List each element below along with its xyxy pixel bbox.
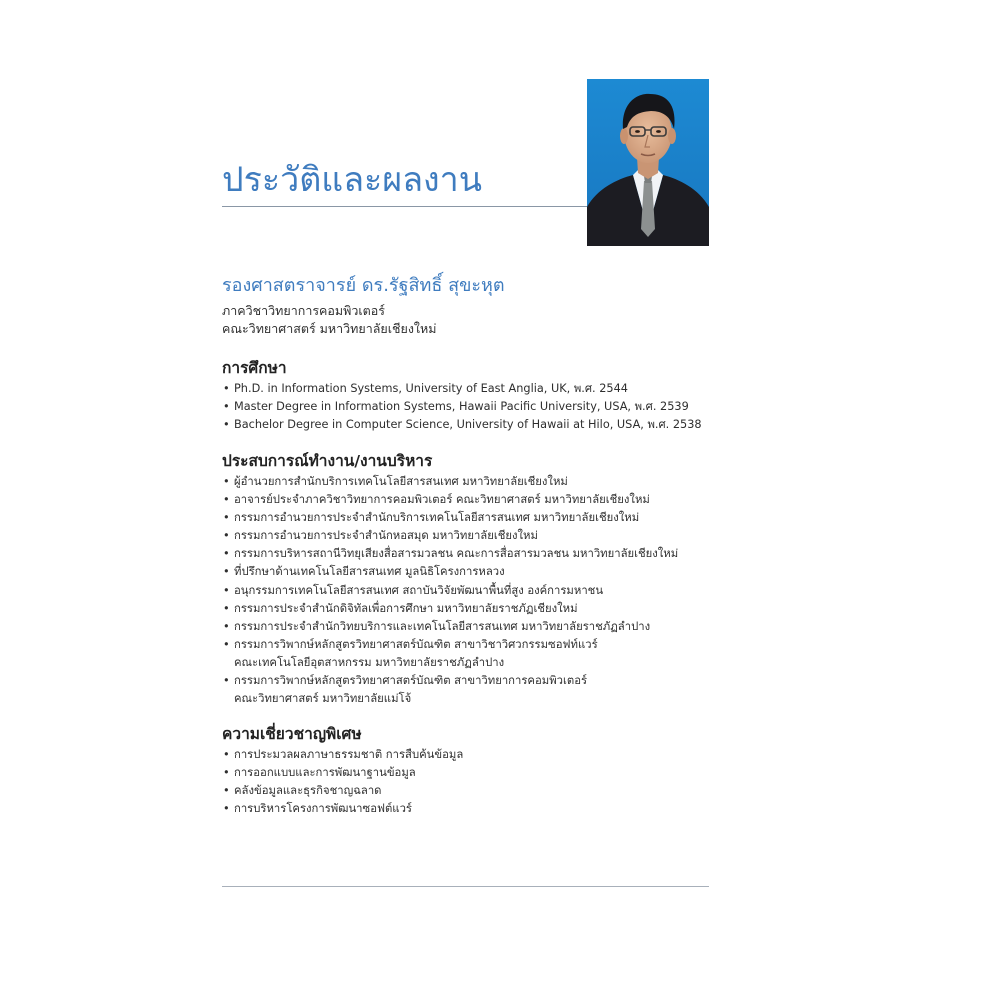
bullet-icon: • xyxy=(223,565,230,579)
education-item: Master Degree in Information Systems, Hawaii Pacific University, USA, พ.ศ. 2539 xyxy=(234,400,689,414)
experience-item: อาจารย์ประจำภาควิชาวิทยาการคอมพิวเตอร์ คณะวิทยาศาสตร์ มหาวิทยาลัยเชียงใหม่ xyxy=(234,493,650,507)
education-section xyxy=(222,358,712,434)
experience-item: กรรมการบริหารสถานีวิทยุเสียงสื่อสารมวลชน คณะการสื่อสารมวลชน มหาวิทยาลัยเชียงใหม่ xyxy=(234,547,679,561)
experience-item: ที่ปรึกษาด้านเทคโนโลยีสารสนเทศ มูลนิธิโครงการหลวง xyxy=(234,565,505,579)
list-item xyxy=(222,764,712,782)
experience-item: ผู้อำนวยการสำนักบริการเทคโนโลยีสารสนเทศ มหาวิทยาลัยเชียงใหม่ xyxy=(234,475,568,488)
list-item xyxy=(222,800,712,818)
bullet-icon: • xyxy=(223,766,230,780)
list-item xyxy=(222,509,712,527)
specialty-section xyxy=(222,724,712,818)
list-item xyxy=(222,782,712,800)
page-title: ประวัติและผลงาน xyxy=(222,160,482,200)
bullet-icon: • xyxy=(223,382,230,395)
specialty-item: การบริหารโครงการพัฒนาซอฟต์แวร์ xyxy=(234,802,413,816)
experience-item: กรรมการอำนวยการประจำสำนักบริการเทคโนโลยีสารสนเทศ มหาวิทยาลัยเชียงใหม่ xyxy=(234,511,640,525)
experience-item: กรรมการวิพากษ์หลักสูตรวิทยาศาสตร์บัณฑิต สาขาวิชาวิศวกรรมซอฟท์แวร์ xyxy=(234,637,598,651)
specialty-item: การประมวลผลภาษาธรรมชาติ การสืบค้นข้อมูล xyxy=(234,748,464,761)
experience-item: กรรมการอำนวยการประจำสำนักหอสมุด มหาวิทยาลัยเชียงใหม่ xyxy=(234,529,538,543)
experience-item: กรรมการประจำสำนักดิจิทัลเพื่อการศึกษา มหาวิทยาลัยราชภัฏเชียงใหม่ xyxy=(234,601,578,615)
experience-section xyxy=(222,451,712,708)
experience-item-continuation: คณะเทคโนโลยีอุตสาหกรรม มหาวิทยาลัยราชภัฏลำปาง xyxy=(234,655,505,669)
list-item xyxy=(222,600,712,618)
bullet-icon: • xyxy=(223,400,230,414)
list-item xyxy=(222,416,712,434)
affiliation xyxy=(222,302,437,338)
affiliation-faculty: คณะวิทยาศาสตร์ มหาวิทยาลัยเชียงใหม่ xyxy=(222,321,437,336)
experience-item: กรรมการวิพากษ์หลักสูตรวิทยาศาสตร์บัณฑิต สาขาวิทยาการคอมพิวเตอร์ xyxy=(234,674,588,688)
list-item xyxy=(222,545,712,563)
list-item xyxy=(222,398,712,416)
list-item xyxy=(222,618,712,636)
person-name: รองศาสตราจารย์ ดร.รัฐสิทธิ์ สุขะหุต xyxy=(222,275,505,296)
bullet-icon: • xyxy=(223,619,230,633)
bullet-icon: • xyxy=(223,511,230,525)
specialty-heading: ความเชี่ยวชาญพิเศษ xyxy=(222,725,362,743)
bullet-icon: • xyxy=(223,601,230,615)
education-list xyxy=(222,380,712,434)
experience-item: อนุกรรมการเทคโนโลยีสารสนเทศ สถาบันวิจัยพัฒนาพื้นที่สูง องค์การมหาชน xyxy=(234,583,604,597)
bullet-icon: • xyxy=(223,802,230,816)
bullet-icon: • xyxy=(223,748,230,761)
list-item xyxy=(222,380,712,398)
list-item xyxy=(222,582,712,600)
list-item xyxy=(222,491,712,509)
specialty-item: คลังข้อมูลและธุรกิจชาญฉลาด xyxy=(234,784,382,798)
list-item xyxy=(222,563,712,581)
list-item xyxy=(222,672,712,708)
bullet-icon: • xyxy=(223,637,230,651)
experience-item: กรรมการประจำสำนักวิทยบริการและเทคโนโลยีสารสนเทศ มหาวิทยาลัยราชภัฏลำปาง xyxy=(234,619,651,633)
list-item xyxy=(222,527,712,545)
list-item xyxy=(222,636,712,672)
education-item: Bachelor Degree in Computer Science, University of Hawaii at Hilo, USA, พ.ศ. 2538 xyxy=(234,418,702,432)
title-divider xyxy=(222,206,588,207)
bullet-icon: • xyxy=(223,475,230,488)
bullet-icon: • xyxy=(223,547,230,561)
experience-heading: ประสบการณ์ทำงาน/งานบริหาร xyxy=(222,452,433,470)
bullet-icon: • xyxy=(223,583,230,597)
bullet-icon: • xyxy=(223,493,230,507)
experience-list xyxy=(222,473,712,708)
education-heading: การศึกษา xyxy=(222,359,287,377)
affiliation-department: ภาควิชาวิทยาการคอมพิวเตอร์ xyxy=(222,303,386,318)
list-item xyxy=(222,473,712,491)
list-item xyxy=(222,746,712,764)
specialty-list xyxy=(222,746,712,818)
bullet-icon: • xyxy=(223,418,230,432)
education-item: Ph.D. in Information Systems, University of East Anglia, UK, พ.ศ. 2544 xyxy=(234,382,628,395)
bullet-icon: • xyxy=(223,674,230,688)
bullet-icon: • xyxy=(223,529,230,543)
bottom-divider xyxy=(222,886,709,887)
experience-item-continuation: คณะวิทยาศาสตร์ มหาวิทยาลัยแม่โจ้ xyxy=(234,692,412,706)
bullet-icon: • xyxy=(223,784,230,798)
portrait-photo xyxy=(587,79,709,246)
specialty-item: การออกแบบและการพัฒนาฐานข้อมูล xyxy=(234,766,416,780)
